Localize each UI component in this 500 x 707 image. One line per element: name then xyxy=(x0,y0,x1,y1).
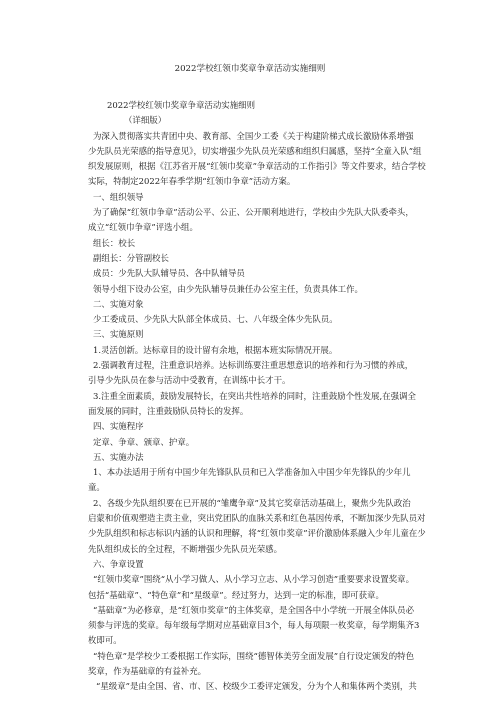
paragraph-line: 引导少先队员在参与活动中受教育，在训练中长才干。 xyxy=(88,375,291,386)
section-heading: 一、组织领导 xyxy=(93,191,144,202)
paragraph-line: 成员：少先队大队辅导员、各中队辅导员 xyxy=(93,268,245,279)
paragraph-line: “特色章”是学校少工委根据工作实际，围绕“德智体美劳全面发展”自行设定颁发的特色 xyxy=(93,650,415,661)
section-heading: 三、实施原则 xyxy=(93,329,144,340)
section-heading: 五、实施办法 xyxy=(93,451,144,462)
paragraph-line: “星级章”是由全国、省、市、区、校级少工委评定颁发，分为个人和集体两个类别，共 xyxy=(96,681,417,692)
section-heading: 六、争章设置 xyxy=(93,558,144,569)
section-heading: 四、实施程序 xyxy=(93,421,144,432)
paragraph-line: 少工委成员、少先队大队部全体成员、七、八年级全体少先队员。 xyxy=(93,314,338,325)
document-body xyxy=(88,98,426,695)
paragraph-line: 2.强调教育过程，注重意识培养。达标训练要注重思想意识的培养和行为习惯的养成， xyxy=(93,360,414,371)
paragraph-line: 织发展原则，根据《江苏省开展“红领巾奖章”争章活动的工作指引》等文件要求，结合学校 xyxy=(88,161,426,172)
paragraph-line: 1、本办法适用于所有中国少年先锋队队员和已入学准备加入中国少年先锋队的少年儿 xyxy=(93,467,411,478)
subtitle-detail-line: （详细版） xyxy=(124,115,167,126)
paragraph-line: “基础章”为必修章，是“红领巾奖章”的主体奖章，是全国各中小学统一开展全体队员必 xyxy=(93,604,415,615)
paragraph-line: 枚即可。 xyxy=(88,635,122,646)
paragraph-line: 实际，特制定2022年春季学期“红领巾争章”活动方案。 xyxy=(88,176,296,187)
paragraph-line: 领导小组下设办公室，由少先队辅导员兼任办公室主任，负责具体工作。 xyxy=(93,283,363,294)
paragraph-line: 童。 xyxy=(88,482,105,493)
paragraph-line: 须参与评选的奖章。每年级每学期对应基础章目3个，每人每项限一枚奖章，每学期集齐3 xyxy=(88,620,420,631)
paragraph-line: 副组长：分管副校长 xyxy=(93,252,169,263)
paragraph-line: 成立“红领巾争章”评选小组。 xyxy=(88,222,198,233)
paragraph-line: 2、各级少先队组织要在已开展的“雏鹰争章”及其它奖章活动基础上，聚焦少先队政治 xyxy=(93,497,411,508)
paragraph-line: 面发展的同时，注重鼓励队员特长的发挥。 xyxy=(88,405,249,416)
paragraph-line: “红领巾奖章”围绕“从小学习做人、从小学习立志、从小学习创造”重要要求设置奖章。 xyxy=(93,574,415,585)
paragraph-line: 1.灵活创新。达标章目的设计留有余地，根据本班实际情况开展。 xyxy=(93,344,338,355)
paragraph-line: 少先队组织和标志标识内涵的认识和理解，将“红领巾奖章”评价激励体系融入少年儿童在少 xyxy=(88,528,426,539)
document-title: 2022学校红领巾奖章争章活动实施细则 xyxy=(174,64,326,74)
paragraph-line: 为了确保“红领巾争章”活动公平、公正、公开顺利地进行，学校由少先队大队委牵头， xyxy=(93,207,414,218)
section-heading: 二、实施对象 xyxy=(93,298,144,309)
paragraph-line: 组长：校长 xyxy=(93,237,136,248)
paragraph-line: 先队组织成长的全过程，不断增强少先队员光荣感。 xyxy=(88,543,283,554)
paragraph-line: 奖章，作为基础章的有益补充。 xyxy=(88,665,207,676)
paragraph-line: 3.注重全面素质，鼓励发展特长，在突出共性培养的同时，注重鼓励个性发展,在强调全 xyxy=(93,390,416,401)
paragraph-line: 为深入贯彻落实共青团中央、教育部、全国少工委《关于构建阶梯式成长激励体系增强 xyxy=(93,130,414,141)
paragraph-line: 少先队员光荣感的指导意见》，切实增强少先队员光荣感和组织归属感，坚持“全童入队”组 xyxy=(88,145,422,156)
subtitle-line: 2022学校红领巾奖章争章活动实施细则 xyxy=(107,100,256,110)
paragraph-line: 包括“基础章”、“特色章”和“星级章”。经过努力，达到一定的标准，即可获章。 xyxy=(88,589,384,600)
paragraph-line: 启蒙和价值观塑造主责主业，突出党团队的血脉关系和红色基因传承，不断加深少先队员对 xyxy=(88,513,426,524)
paragraph-line: 定章、争章、颁章、护章。 xyxy=(93,436,195,447)
